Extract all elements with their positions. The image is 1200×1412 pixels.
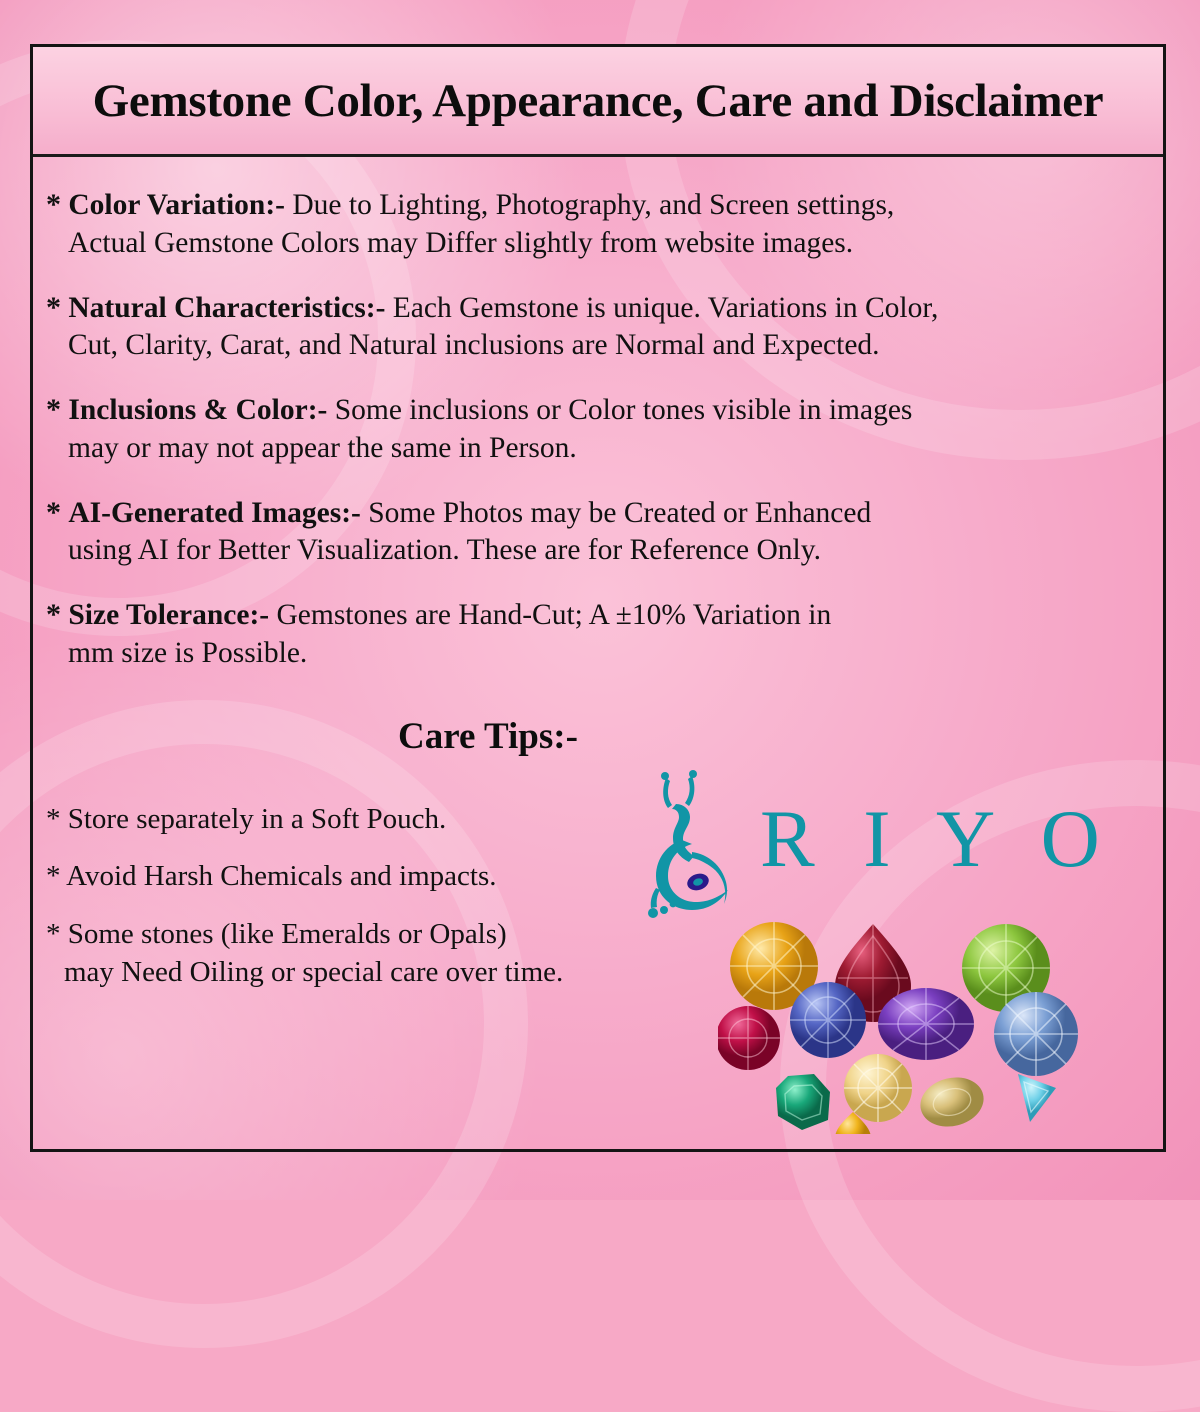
bullet-text: Due to Lighting, Photography, and Screen settings, bbox=[285, 189, 895, 221]
bullet-text: Each Gemstone is unique. Variations in Color, bbox=[385, 291, 939, 324]
bullet-marker: * bbox=[46, 495, 61, 529]
bullet-text: Gemstones are Hand-Cut; A ±10% Variation in bbox=[269, 599, 832, 631]
bullet-lead: AI-Generated Images:- bbox=[68, 496, 361, 529]
gem-ruby-round bbox=[718, 1006, 780, 1070]
disclaimer-item-color-variation bbox=[46, 186, 1156, 263]
gem-amethyst-oval bbox=[878, 988, 974, 1060]
care-item-text: Some stones (like Emeralds or Opals) bbox=[67, 917, 507, 950]
bullet-text: Some inclusions or Color tones visible in images bbox=[327, 394, 913, 426]
bullet-marker: * bbox=[46, 860, 61, 893]
disclaimer-item-inclusions-color bbox=[46, 391, 1156, 468]
bullet-marker: * bbox=[46, 598, 61, 631]
care-tips-heading: Care Tips:- bbox=[398, 715, 578, 757]
bullet-text-continued: mm size is Possible. bbox=[68, 636, 308, 669]
bullet-marker: * bbox=[46, 802, 61, 835]
disclaimer-item-ai-generated-images bbox=[46, 494, 1156, 571]
bullet-marker: * bbox=[46, 188, 61, 221]
bullet-text-continued: Actual Gemstone Colors may Differ slightly from website images. bbox=[68, 226, 854, 259]
gem-sapphire-round bbox=[994, 992, 1078, 1076]
bullet-lead: Inclusions & Color:- bbox=[68, 394, 328, 426]
bullet-lead: Size Tolerance:- bbox=[68, 599, 270, 631]
bullet-text-continued: using AI for Better Visualization. These are for Reference Only. bbox=[68, 534, 821, 567]
care-list-item bbox=[46, 916, 746, 991]
gem-smoky-oval bbox=[915, 1071, 989, 1133]
gemstone-illustration bbox=[718, 916, 1158, 1134]
bullet-marker: * bbox=[46, 393, 61, 426]
care-item-text: Store separately in a Soft Pouch. bbox=[67, 802, 447, 835]
brand-name: R I Y O bbox=[760, 793, 1114, 884]
bullet-marker: * bbox=[46, 290, 61, 324]
bullet-text: Some Photos may be Created or Enhanced bbox=[360, 496, 872, 529]
gem-tanzanite-round bbox=[790, 982, 866, 1058]
bullet-marker: * bbox=[46, 917, 61, 950]
disclaimer-item-natural-characteristics bbox=[46, 289, 1156, 366]
page-title: Gemstone Color, Appearance, Care and Disclaimer bbox=[92, 74, 1104, 127]
bullet-text-continued: Cut, Clarity, Carat, and Natural inclusions are Normal and Expected. bbox=[68, 329, 880, 362]
title-bar bbox=[33, 47, 1163, 157]
bullet-lead: Color Variation:- bbox=[68, 189, 285, 221]
care-item-text: Avoid Harsh Chemicals and impacts. bbox=[66, 860, 497, 893]
gemstone-cluster bbox=[718, 916, 1158, 1134]
disclaimer-item-size-tolerance bbox=[46, 596, 1156, 673]
bullet-lead: Natural Characteristics:- bbox=[68, 291, 386, 324]
gem-champagne-round bbox=[844, 1054, 912, 1122]
gem-emerald-octagon bbox=[776, 1074, 830, 1130]
peacock-icon bbox=[612, 770, 762, 920]
bullet-text-continued: may or may not appear the same in Person. bbox=[68, 431, 577, 464]
brand-logo bbox=[612, 770, 1142, 920]
care-item-subtext: may Need Oiling or special care over time. bbox=[64, 955, 564, 988]
gem-aquamarine-trillion bbox=[1018, 1074, 1056, 1122]
